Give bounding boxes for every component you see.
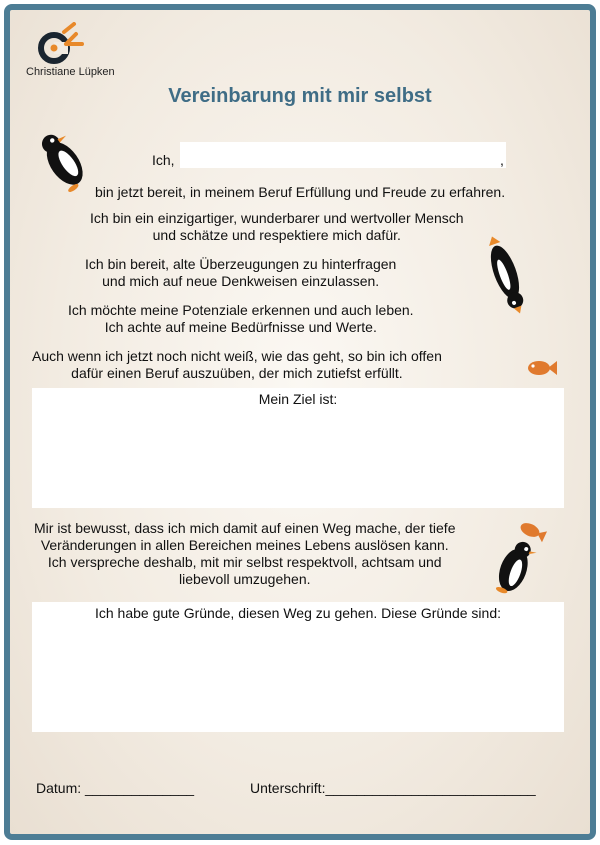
comma-text: , xyxy=(500,152,504,168)
paragraph-6 xyxy=(34,520,455,588)
paragraph-line: liebevoll umzugehen. xyxy=(178,571,311,587)
paragraph-line: Ich möchte meine Potenziale erkennen und auch leben. xyxy=(68,302,414,318)
paragraph-line: dafür einen Beruf auszuüben, der mich zutiefst erfüllt. xyxy=(71,365,403,381)
penguin-with-fish-icon xyxy=(490,516,556,600)
paragraph-line: und mich auf neue Denkweisen einzulassen. xyxy=(102,273,380,289)
goal-label: Mein Ziel ist: xyxy=(258,391,338,407)
reasons-box[interactable] xyxy=(32,602,564,732)
paragraph-line: Ich achte auf meine Bedürfnisse und Werte. xyxy=(104,319,377,335)
brand-name: Christiane Lüpken xyxy=(26,66,115,78)
penguin-left-icon xyxy=(30,126,96,196)
paragraph-5 xyxy=(32,348,442,382)
goal-box[interactable] xyxy=(32,388,564,508)
paragraph-line: Mir ist bewusst, dass ich mich damit auf einen Weg mache, der tiefe xyxy=(34,520,456,536)
paragraph-line: Auch wenn ich jetzt noch nicht weiß, wie das geht, so bin ich offen xyxy=(32,348,442,364)
paragraph-1 xyxy=(95,184,505,201)
signature-field[interactable]: Unterschrift:___________________________ xyxy=(250,780,536,796)
paragraph-line: Ich bin bereit, alte Überzeugungen zu hinterfragen xyxy=(85,256,397,272)
penguin-diving-icon xyxy=(484,232,528,318)
document-page xyxy=(4,4,596,840)
paragraph-line: Ich bin ein einzigartiger, wunderbarer und wertvoller Mensch xyxy=(90,210,464,226)
paragraph-3 xyxy=(85,256,396,290)
paragraph-line: bin jetzt bereit, in meinem Beruf Erfüllung und Freude zu erfahren. xyxy=(95,184,506,200)
date-field[interactable]: Datum: ______________ xyxy=(36,780,195,796)
ich-label: Ich, xyxy=(152,152,175,168)
paragraph-4 xyxy=(68,302,414,336)
paragraph-line: Ich verspreche deshalb, mit mir selbst respektvoll, achtsam und xyxy=(47,554,442,570)
name-input[interactable] xyxy=(180,142,506,168)
page-title: Vereinbarung mit mir selbst xyxy=(168,85,432,107)
paragraph-2 xyxy=(90,210,464,244)
fish-icon xyxy=(526,358,558,378)
paragraph-line: und schätze und respektiere mich dafür. xyxy=(152,227,401,243)
reasons-label: Ich habe gute Gründe, diesen Weg zu gehen. Diese Gründe sind: xyxy=(94,605,501,621)
paragraph-line: Veränderungen in allen Bereichen meines Lebens auslösen kann. xyxy=(40,537,449,553)
